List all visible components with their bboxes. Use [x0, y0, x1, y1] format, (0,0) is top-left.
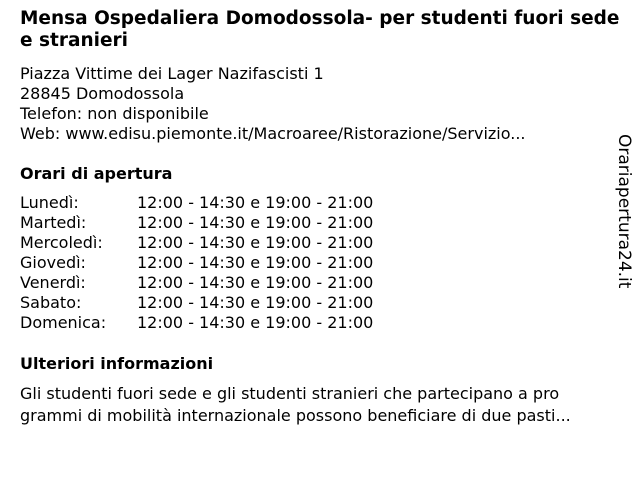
address-web[interactable]: Web: www.edisu.piemonte.it/Macroaree/Ristorazione/Servizio... — [20, 124, 526, 143]
hours-row-tuesday — [20, 213, 373, 233]
address-street: Piazza Vittime dei Lager Nazifascisti 1 — [20, 64, 324, 83]
time-range: 12:00 - 14:30 e 19:00 - 21:00 — [137, 213, 374, 232]
more-info-line: Gli studenti fuori sede e gli studenti stranieri che partecipano a pro — [20, 384, 560, 403]
address-city: 28845 Domodossola — [20, 84, 185, 103]
day-label: Venerdì: — [20, 273, 86, 292]
hours-row-wednesday — [20, 233, 373, 253]
time-range: 12:00 - 14:30 e 19:00 - 21:00 — [137, 233, 374, 252]
page-title: Mensa Ospedaliera Domodossola- per studenti fuori sede e stranieri — [20, 8, 620, 51]
address-block — [20, 64, 605, 144]
time-range: 12:00 - 14:30 e 19:00 - 21:00 — [137, 253, 374, 272]
hours-row-saturday — [20, 293, 373, 313]
day-label: Sabato: — [20, 293, 82, 312]
time-range: 12:00 - 14:30 e 19:00 - 21:00 — [137, 193, 374, 212]
day-label: Domenica: — [20, 313, 107, 332]
more-info-line: grammi di mobilità internazionale possono beneficiare di due pasti... — [20, 406, 571, 425]
time-range: 12:00 - 14:30 e 19:00 - 21:00 — [137, 293, 374, 312]
day-label: Giovedì: — [20, 253, 86, 272]
site-brand-watermark: Orariapertura24.it — [614, 134, 634, 289]
time-range: 12:00 - 14:30 e 19:00 - 21:00 — [137, 313, 374, 332]
time-range: 12:00 - 14:30 e 19:00 - 21:00 — [137, 273, 374, 292]
hours-row-friday — [20, 273, 373, 293]
more-info-text — [20, 383, 610, 427]
hours-row-monday — [20, 193, 373, 213]
opening-hours-heading: Orari di apertura — [20, 164, 173, 183]
day-label: Mercoledì: — [20, 233, 103, 252]
opening-hours-table — [20, 193, 373, 333]
address-phone: Telefon: non disponibile — [20, 104, 209, 123]
day-label: Martedì: — [20, 213, 87, 232]
hours-row-thursday — [20, 253, 373, 273]
hours-row-sunday — [20, 313, 373, 333]
day-label: Lunedì: — [20, 193, 79, 212]
more-info-heading: Ulteriori informazioni — [20, 354, 214, 373]
